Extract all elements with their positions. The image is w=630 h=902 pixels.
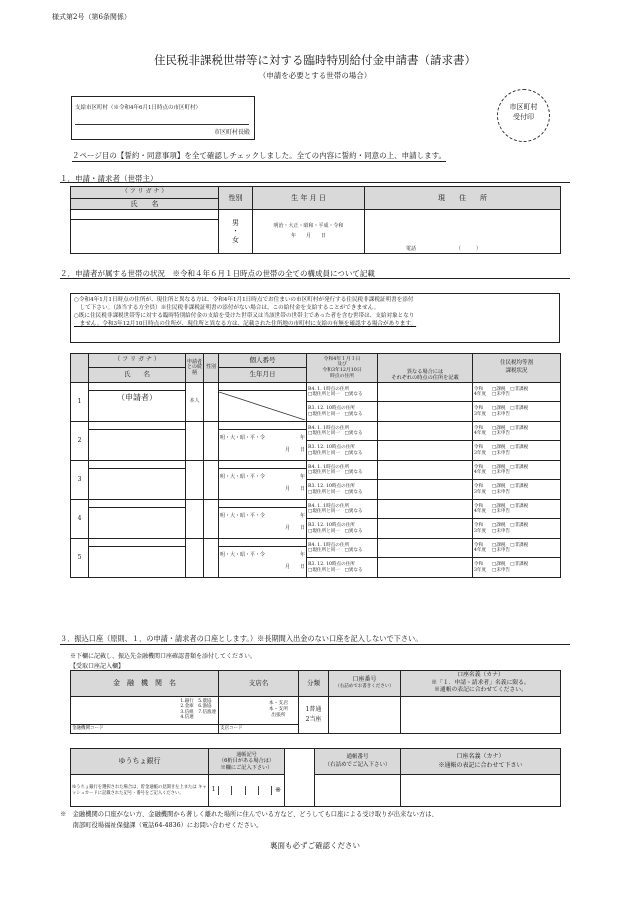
member-address-diff-r4[interactable] [378,422,473,441]
col-name: 氏 名 [89,368,186,383]
yucho-holder-header: 口座名義（カナ） ※通帳の表記に合わせて下さい [401,749,561,775]
acct-header: 口座番号 （右詰めでお書きください） [329,671,401,697]
yucho-holder-input[interactable] [401,775,561,807]
col-address: 令和4年１月１日 及び 令和3年12月10日 時点の住所 [307,354,378,383]
member-relation-input[interactable] [186,422,204,461]
member-tax-r3[interactable]: 令和 3年度 □課税 □非課税 □未申告 [473,480,561,500]
branch-header: 支店名 [219,671,299,697]
member-tax-r4[interactable]: 令和 4年度 □課税 □非課税 □未申告 [473,500,561,519]
yucho-note: ゆうちょ銀行を選択された場合は、貯金通帳の見開き左上または キャッシュカードに記載された記号・番号をご記入ください。 [71,775,209,807]
section3-line [60,644,570,645]
yucho-symbol-header: 通帳記号 （6桁目がある場合は） ※欄にご記入下さい） [209,749,285,775]
member-address-r3[interactable]: R3. 12. 10時点の住所 □現住所と同一 □異なる [307,441,378,461]
note-line: ○既に住民税非課税世帯等に対する臨時特別給付金の支給を受けた世帯又は当該世帯の世帯主であった者を含む世帯は、支給対象となり [74,313,415,320]
col-relation: 申請者との続柄 [186,354,204,383]
member-dob-input[interactable] [219,391,307,422]
member-address-diff-r4[interactable] [378,500,473,519]
col-dob: 生年月日 [219,368,307,383]
member-id-input[interactable] [219,539,307,547]
member-name-input[interactable]: （申請者） [89,391,186,422]
member-address-diff-r4[interactable] [378,461,473,480]
member-row [71,500,561,508]
account-holder-input[interactable] [401,697,561,734]
member-sex-input[interactable] [204,461,219,500]
member-address-r3[interactable]: R3. 12. 10時点の住所 □現住所と同一 □異なる [307,402,378,422]
member-dob-input[interactable]: 明・大・昭・平・令 年 月 日 [219,508,307,539]
member-address-diff-r4[interactable] [378,383,473,402]
member-address-diff-r3[interactable] [378,558,473,578]
col-diff: 異なる場合には それぞれの時点の住所を記載 [378,354,473,383]
section3-sub1: ※下欄に記載し、振込先金融機関口座確認書類を添付してください。 [70,653,257,660]
bank-name-input[interactable]: 1.銀行 5.農協 2.金庫 6.漁協 3.信組 7.信漁連 4.信連 [71,697,219,725]
member-address-r3[interactable]: R3. 12. 10時点の住所 □現住所と同一 □異なる [307,519,378,539]
member-sex-input[interactable] [204,422,219,461]
col-furigana: （ フ リ ガ ナ ） [89,354,186,368]
yucho-number-header: 通帳番号 （右詰めでご記入下さい） [315,749,401,775]
member-row [71,383,561,391]
member-address-r4[interactable]: R4. 1. 1時点の住所 □現住所と同一 □異なる [307,539,378,558]
recipient-label: 支給市区町村（※令和4年6月1日時点の市区町村） [75,105,201,111]
name-header: 氏 名 [71,199,219,210]
section1-heading: １．申請・請求者（世帯主） [60,174,158,183]
member-relation-input[interactable] [186,500,204,539]
member-address-diff-r3[interactable] [378,402,473,422]
form-number: 様式第2号（第6条関係） [52,13,131,21]
branch-name-input[interactable]: 本・支店 本・支所 出張所 [219,697,299,725]
member-furigana-input[interactable] [89,461,186,469]
member-tax-r3[interactable]: 令和 3年度 □課税 □非課税 □未申告 [473,519,561,539]
col-tax: 住民税均等割 課税状況 [473,354,561,383]
col-sex: 性別 [204,354,219,383]
member-furigana-input[interactable] [89,500,186,508]
member-dob-input[interactable]: 明・大・昭・平・令 年 月 日 [219,430,307,461]
member-name-input[interactable] [89,430,186,461]
member-id-input[interactable] [219,422,307,430]
member-address-r3[interactable]: R3. 12. 10時点の住所 □現住所と同一 □異なる [307,480,378,500]
bottom-note-1: ※ 金融機関の口座がない方、金融機関から著しく離れた場所に住んでいる方など、どうしても口座による受け取りが出来ない方は、 [60,811,438,818]
footer-note: 裏面も必ずご確認ください [270,841,360,850]
member-id-input[interactable] [219,500,307,508]
note-line: ○令和4年1月1日時点の住所が、現住所と異なる方は、令和4年1月1日時点でお住まいの市区町村が発行する住民税非課税証明書を添付 [74,297,414,303]
member-id-input[interactable] [219,383,307,391]
member-tax-r3[interactable]: 令和 3年度 □課税 □非課税 □未申告 [473,402,561,422]
furigana-header: （ フ リ ガ ナ ） [71,187,219,199]
member-address-r4[interactable]: R4. 1. 1時点の住所 □現住所と同一 □異なる [307,461,378,480]
member-address-r4[interactable]: R4. 1. 1時点の住所 □現住所と同一 □異なる [307,383,378,402]
yucho-number-input[interactable] [315,775,401,807]
member-address-diff-r3[interactable] [378,480,473,500]
sex-select[interactable]: 男 ・ 女 [219,210,253,254]
member-address-r4[interactable]: R4. 1. 1時点の住所 □現住所と同一 □異なる [307,422,378,441]
stamp-label: 受付印 [513,113,534,121]
yucho-symbol-input[interactable]: 1 ※ [209,775,285,807]
section3-heading: ３．振込口座（原則、１．の申請・請求者の口座とします。）※長期間入出金のない口座を記入しないで下さい。 [60,634,423,643]
household-table [70,353,561,578]
member-row [71,539,561,547]
recipient-field[interactable] [75,113,249,125]
member-id-input[interactable] [219,461,307,469]
member-name-input[interactable] [89,469,186,500]
member-tax-r4[interactable]: 令和 4年度 □課税 □非課税 □未申告 [473,383,561,402]
holder-header: 口座名義（カナ） ※「１．申請・請求者」名義に限る。 ※通帳の表記に合わせてください。 [401,671,561,697]
sex-header: 性別 [219,187,253,210]
member-furigana-input[interactable] [89,539,186,547]
dob-header: 生 年 月 日 [253,187,365,210]
member-tax-r3[interactable]: 令和 3年度 □課税 □非課税 □未申告 [473,558,561,578]
member-tax-r4[interactable]: 令和 4年度 □課税 □非課税 □未申告 [473,461,561,480]
member-tax-r4[interactable]: 令和 4年度 □課税 □非課税 □未申告 [473,539,561,558]
member-sex-input[interactable] [204,383,219,422]
section1-line [60,182,570,183]
stamp-label: 市区町村 [509,103,538,111]
bank-table [70,670,561,734]
section2-heading: ２．申請者が属する世帯の状況 ※令和４年６月１日時点の世帯の全ての構成員について記載 [60,269,375,278]
applicant-table [70,186,561,254]
bank-code-input[interactable]: 金融機関コード [71,725,219,734]
type-header: 分類 [299,671,329,697]
recipient-suffix: 市区町村長殿 [213,129,250,136]
branch-code-input[interactable]: 支店コード [219,725,299,734]
member-relation-input[interactable] [186,539,204,578]
confirm-statement: ２ページ目の【誓約・同意事項】を全て確認しチェックしました。全ての内容に誓約・同意の上、申請します。 [72,151,447,160]
recipient-box [71,96,255,140]
note-line: して下さい。（該当する方全員）※住民税非課税証明書の添付がない場合は、この給付金を支給することができません。 [74,305,380,312]
member-address-diff-r4[interactable] [378,539,473,558]
row-number: 2 [71,422,89,461]
member-row [71,422,561,430]
household-notes [70,293,560,343]
yucho-header: ゆうちょ銀行 [71,749,209,775]
member-furigana-input[interactable] [89,422,186,430]
section2-line [60,278,570,279]
bottom-note-2: 南部町役場福祉保健課（電話64-4836）にお問い合わせください。 [60,822,263,829]
row-number: 1 [71,383,89,422]
row-number: 4 [71,500,89,539]
account-number-input[interactable] [329,697,401,734]
member-address-diff-r3[interactable] [378,519,473,539]
member-relation-input[interactable]: 本人 [186,383,204,422]
member-address-diff-r3[interactable] [378,441,473,461]
member-dob-input[interactable]: 明・大・昭・平・令 年 月 日 [219,547,307,578]
member-relation-input[interactable] [186,461,204,500]
col-id: 個人番号 [219,354,307,368]
member-tax-r3[interactable]: 令和 3年度 □課税 □非課税 □未申告 [473,441,561,461]
name-input[interactable] [71,220,219,254]
bank-header: 金 融 機 関 名 [71,671,219,697]
note-line: ません。令和3年12月10日時点の住所が、現住所と異なる方は、記載された住所地の市町村に支給の有無を確認する場合があります。 [74,321,417,328]
member-name-input[interactable] [89,547,186,578]
member-tax-r4[interactable]: 令和 4年度 □課税 □非課税 □未申告 [473,422,561,441]
member-furigana-input[interactable] [89,383,186,391]
address-header: 現 住 所 [365,187,561,210]
member-sex-input[interactable] [204,539,219,578]
address-input[interactable]: 電話 （ ） [365,210,561,254]
member-row [71,461,561,469]
reception-stamp-area [497,89,550,142]
dob-input[interactable]: 明治・大正・昭和・平成・令和 年 月 日 [253,210,365,254]
member-sex-input[interactable] [204,500,219,539]
furigana-input[interactable] [71,210,219,220]
account-type-select[interactable]: 1普通 2当座 [299,697,329,734]
yucho-table [70,748,561,807]
member-name-input[interactable] [89,508,186,539]
member-address-r3[interactable]: R3. 12. 10時点の住所 □現住所と同一 □異なる [307,558,378,578]
form-subtitle: （申請を必要とする世帯の場合） [258,71,372,80]
form-title: 住民税非課税世帯等に対する臨時特別給付金申請書（請求書） [154,53,476,67]
row-number: 5 [71,539,89,578]
member-dob-input[interactable]: 明・大・昭・平・令 年 月 日 [219,469,307,500]
section3-sub2: 【受取口座記入欄】 [70,663,125,670]
row-number: 3 [71,461,89,500]
member-address-r4[interactable]: R4. 1. 1時点の住所 □現住所と同一 □異なる [307,500,378,519]
